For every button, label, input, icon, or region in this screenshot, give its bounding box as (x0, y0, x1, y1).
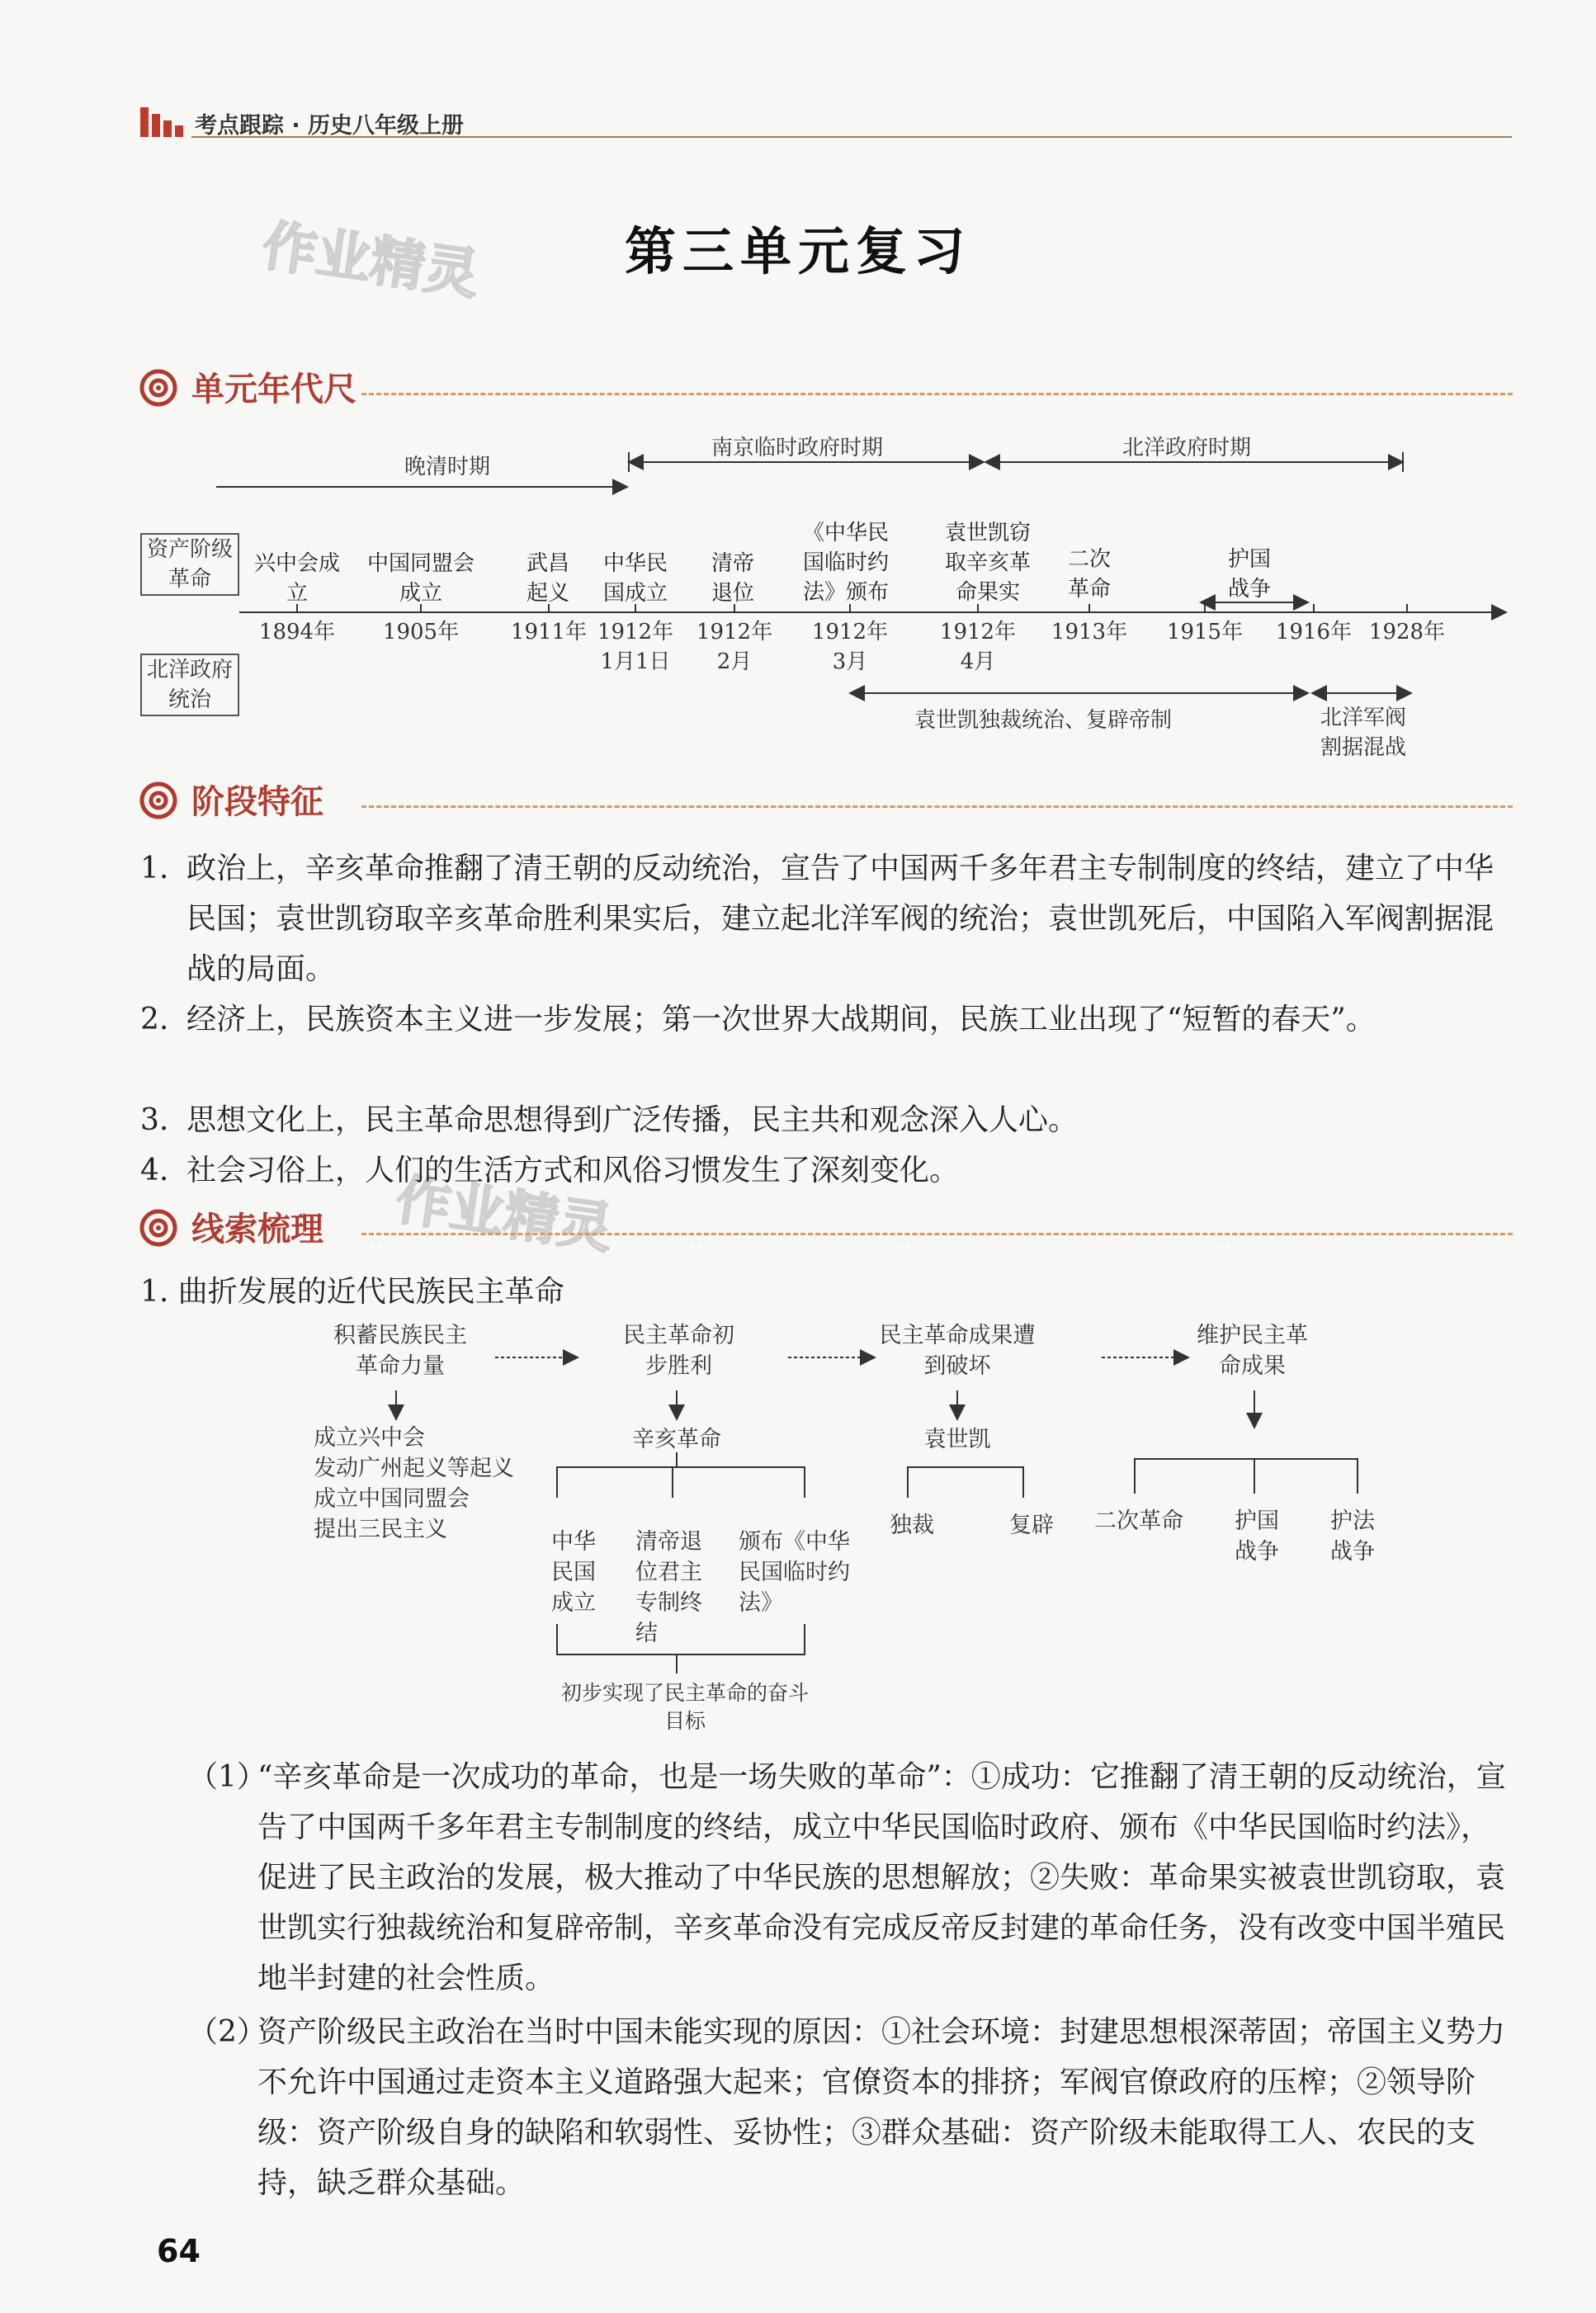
period-nanjing: 南京临时政府时期 (711, 436, 884, 460)
year: 1916年 (1275, 620, 1353, 644)
stage1-item: 提出三民主义 (314, 1517, 447, 1542)
section-header-timeline (139, 363, 1517, 413)
section-title: 单元年代尺 (191, 371, 357, 408)
xinhai-result: 中华民国成立 (551, 1529, 596, 1616)
section-title: 阶段特征 (191, 783, 323, 821)
section-title: 线索梳理 (191, 1211, 323, 1249)
year: 1928年 (1368, 620, 1446, 644)
xinhai-summary: 初步实现了民主革命的奋斗目标 (561, 1681, 810, 1733)
yuan-shikai: 袁世凯 (923, 1427, 991, 1452)
span-warlords: 北洋军阀割据混战 (1320, 706, 1407, 760)
year: 1905年 (382, 620, 460, 644)
event: 中华民国成立 (602, 551, 668, 606)
event: 护国战争 (1227, 547, 1271, 602)
year: 1913年 (1051, 620, 1128, 644)
stage1-item: 成立中国同盟会 (314, 1486, 470, 1512)
row-label-bourgeois: 资产阶级革命 (140, 533, 239, 596)
header-rule (191, 136, 1512, 138)
clue-point (188, 1752, 1510, 2004)
event: 兴中会成立 (253, 551, 340, 606)
year: 1894年 (258, 620, 336, 644)
year: 1912年4月 (939, 620, 1017, 674)
row-label-beiyang: 北洋政府统治 (140, 654, 239, 716)
section-divider (361, 805, 1513, 808)
section-divider (361, 393, 1513, 395)
flow-stage-3: 民主革命成果遭到破坏 (879, 1323, 1036, 1379)
feature-item (140, 994, 1510, 1045)
span-yuan-rule: 袁世凯独裁统治、复辟帝制 (914, 708, 1173, 733)
year: 1912年3月 (811, 620, 889, 674)
point-text: “辛亥革命是一次成功的革命，也是一场失败的革命”：①成功：它推翻了清王朝的反动统治，宣告了中国两千多年君主专制制度的终结，成立中华民国临时政府、颁布《中华民国临时约法》，促进了民主政治的发展，极大推动了中华民族的思想解放；②失败：革命果实被袁世凯窃取，袁世凯实行独裁统治和复辟帝制，辛亥革命没有完成反帝反封建的革命任务，没有改变中国半殖民地半封建的社会性质。 (257, 1760, 1506, 1995)
watermark: 作业精灵 (392, 1167, 617, 1261)
year: 1911年 (510, 620, 588, 644)
feature-number: 4. (140, 1154, 169, 1187)
flow-stage-2: 民主革命初步胜利 (623, 1323, 734, 1379)
target-icon (139, 1208, 178, 1248)
header-book-title: 考点跟踪 · 历史八年级上册 (195, 113, 465, 139)
section-header-features (139, 776, 1517, 825)
feature-number: 3. (140, 1103, 169, 1137)
flow-stage-1: 积蓄民族民主革命力量 (333, 1323, 467, 1379)
xinhai-result: 清帝退位君主专制终结 (635, 1529, 702, 1646)
event: 清帝退位 (711, 551, 754, 606)
feature-item (140, 843, 1510, 994)
feature-item (140, 1095, 1510, 1145)
clues-heading: 1. 曲折发展的近代民族民主革命 (140, 1275, 564, 1309)
flow-stage-4: 维护民主革命成果 (1197, 1323, 1308, 1379)
page-number: 64 (157, 2233, 201, 2269)
year: 1915年 (1166, 620, 1244, 644)
target-icon (139, 781, 178, 820)
defend-action: 护法战争 (1330, 1508, 1375, 1565)
xinhai-result: 颁布《中华民国临时约法》 (739, 1529, 850, 1616)
point-number: （1） (188, 1760, 267, 1794)
watermark: 作业精灵 (258, 213, 484, 307)
target-icon (139, 368, 178, 408)
clue-point (188, 2007, 1510, 2208)
xinhai-revolution: 辛亥革命 (632, 1427, 721, 1452)
event: 二次革命 (1067, 547, 1111, 602)
yuan-action: 复辟 (1009, 1513, 1054, 1538)
event: 武昌起义 (526, 551, 569, 606)
year: 1912年2月 (696, 620, 773, 674)
point-text: 资产阶级民主政治在当时中国未能实现的原因：①社会环境：封建思想根深蒂固；帝国主义势力不允许中国通过走资本主义道路强大起来；官僚资本的排挤；军阀官僚政府的压榨；②领导阶级：资产阶级自身的缺陷和软弱性、妥协性；③群众基础：资产阶级未能取得工人、农民的支持，缺乏群众基础。 (257, 2015, 1506, 2200)
period-late-qing: 晚清时期 (404, 455, 491, 479)
defend-action: 二次革命 (1094, 1508, 1183, 1534)
period-beiyang: 北洋政府时期 (1122, 436, 1252, 460)
feature-text: 思想文化上，民主革命思想得到广泛传播，民主共和观念深入人心。 (187, 1103, 1079, 1137)
feature-item (140, 1145, 1510, 1196)
feature-text: 经济上，民族资本主义进一步发展；第一次世界大战期间，民族工业出现了“短暂的春天”。 (187, 1003, 1376, 1036)
event: 《中华民国临时约法》颁布 (802, 521, 889, 605)
page-title: 第三单元复习 (624, 221, 971, 281)
stage1-item: 发动广州起义等起义 (314, 1456, 514, 1481)
point-number: （2） (188, 2015, 267, 2049)
header-logo-icon (140, 107, 187, 137)
event: 中国同盟会成立 (366, 551, 475, 606)
stage1-item: 成立兴中会 (314, 1425, 425, 1451)
event: 袁世凯窃取辛亥革命果实 (944, 521, 1031, 605)
year: 1912年1月1日 (597, 620, 674, 674)
feature-number: 2. (140, 1003, 169, 1036)
yuan-action: 独裁 (890, 1513, 934, 1538)
section-divider (361, 1233, 1513, 1235)
section-header-clues (139, 1203, 1517, 1253)
feature-text: 社会习俗上，人们的生活方式和风俗习惯发生了深刻变化。 (187, 1154, 960, 1187)
feature-number: 1. (140, 852, 169, 885)
feature-text: 政治上，辛亥革命推翻了清王朝的反动统治，宣告了中国两千多年君主专制制度的终结，建立了中华民国；袁世凯窃取辛亥革命胜利果实后，建立起北洋军阀的统治；袁世凯死后，中国陷入军阀割据混战的局面。 (187, 852, 1494, 986)
defend-action: 护国战争 (1235, 1508, 1279, 1565)
